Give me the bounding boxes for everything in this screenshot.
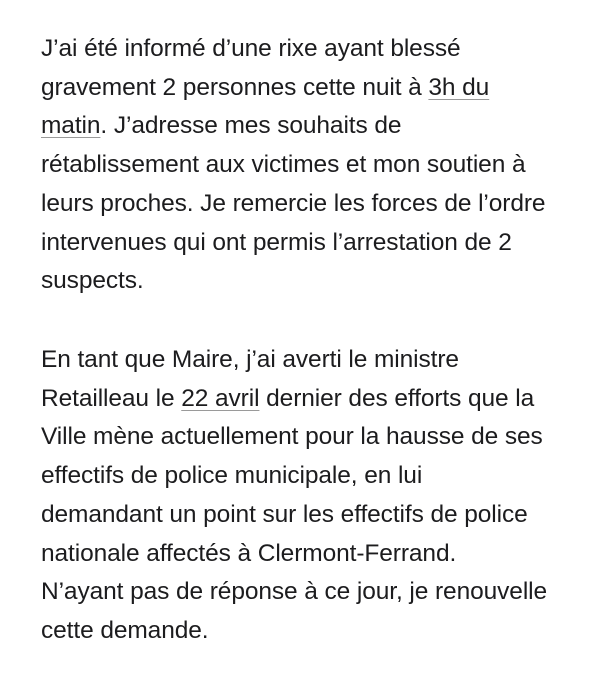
text-line (41, 535, 601, 574)
text-line (41, 612, 601, 651)
text-line (41, 418, 601, 457)
text-segment: Ville mène actuellement pour la hausse de ses (41, 423, 543, 451)
text-line (41, 380, 601, 419)
text-segment: cette demande. (41, 616, 209, 644)
text-line (41, 30, 601, 69)
text-line (41, 573, 601, 612)
date-link[interactable]: matin (41, 112, 101, 140)
text-segment: nationale affectés à Clermont-Ferrand. (41, 539, 457, 567)
text-segment: effectifs de police municipale, en lui (41, 462, 423, 490)
text-line (41, 262, 601, 301)
text-segment: En tant que Maire, j’ai averti le ministre (41, 346, 459, 373)
text-line (41, 224, 601, 263)
text-segment: rétablissement aux victimes et mon soutien à (41, 151, 526, 179)
text-segment: . J’adresse mes souhaits de (100, 112, 402, 140)
text-line (41, 341, 601, 380)
paragraph-incident (41, 30, 601, 301)
text-segment: demandant un point sur les effectifs de police (41, 500, 528, 528)
text-line (41, 69, 601, 108)
text-line (41, 496, 601, 535)
text-segment: gravement 2 personnes cette nuit à (41, 73, 429, 101)
text-segment: Retailleau le (41, 384, 182, 412)
date-link[interactable]: 22 avril (181, 384, 260, 412)
text-line (41, 457, 601, 496)
date-link[interactable]: 3h du (428, 73, 490, 101)
text-segment: J’ai été informé d’une rixe ayant blessé (41, 35, 461, 62)
text-segment: N’ayant pas de réponse à ce jour, je renouvelle (41, 578, 548, 606)
paragraph-police-request (41, 341, 601, 651)
text-segment: intervenues qui ont permis l’arrestation de 2 (41, 228, 512, 256)
text-line (41, 185, 601, 224)
text-line (41, 146, 601, 185)
text-segment: dernier des efforts que la (259, 384, 535, 412)
text-segment: leurs proches. Je remercie les forces de l’ordre (41, 189, 546, 217)
text-line (41, 107, 601, 146)
text-segment: suspects. (41, 267, 144, 295)
